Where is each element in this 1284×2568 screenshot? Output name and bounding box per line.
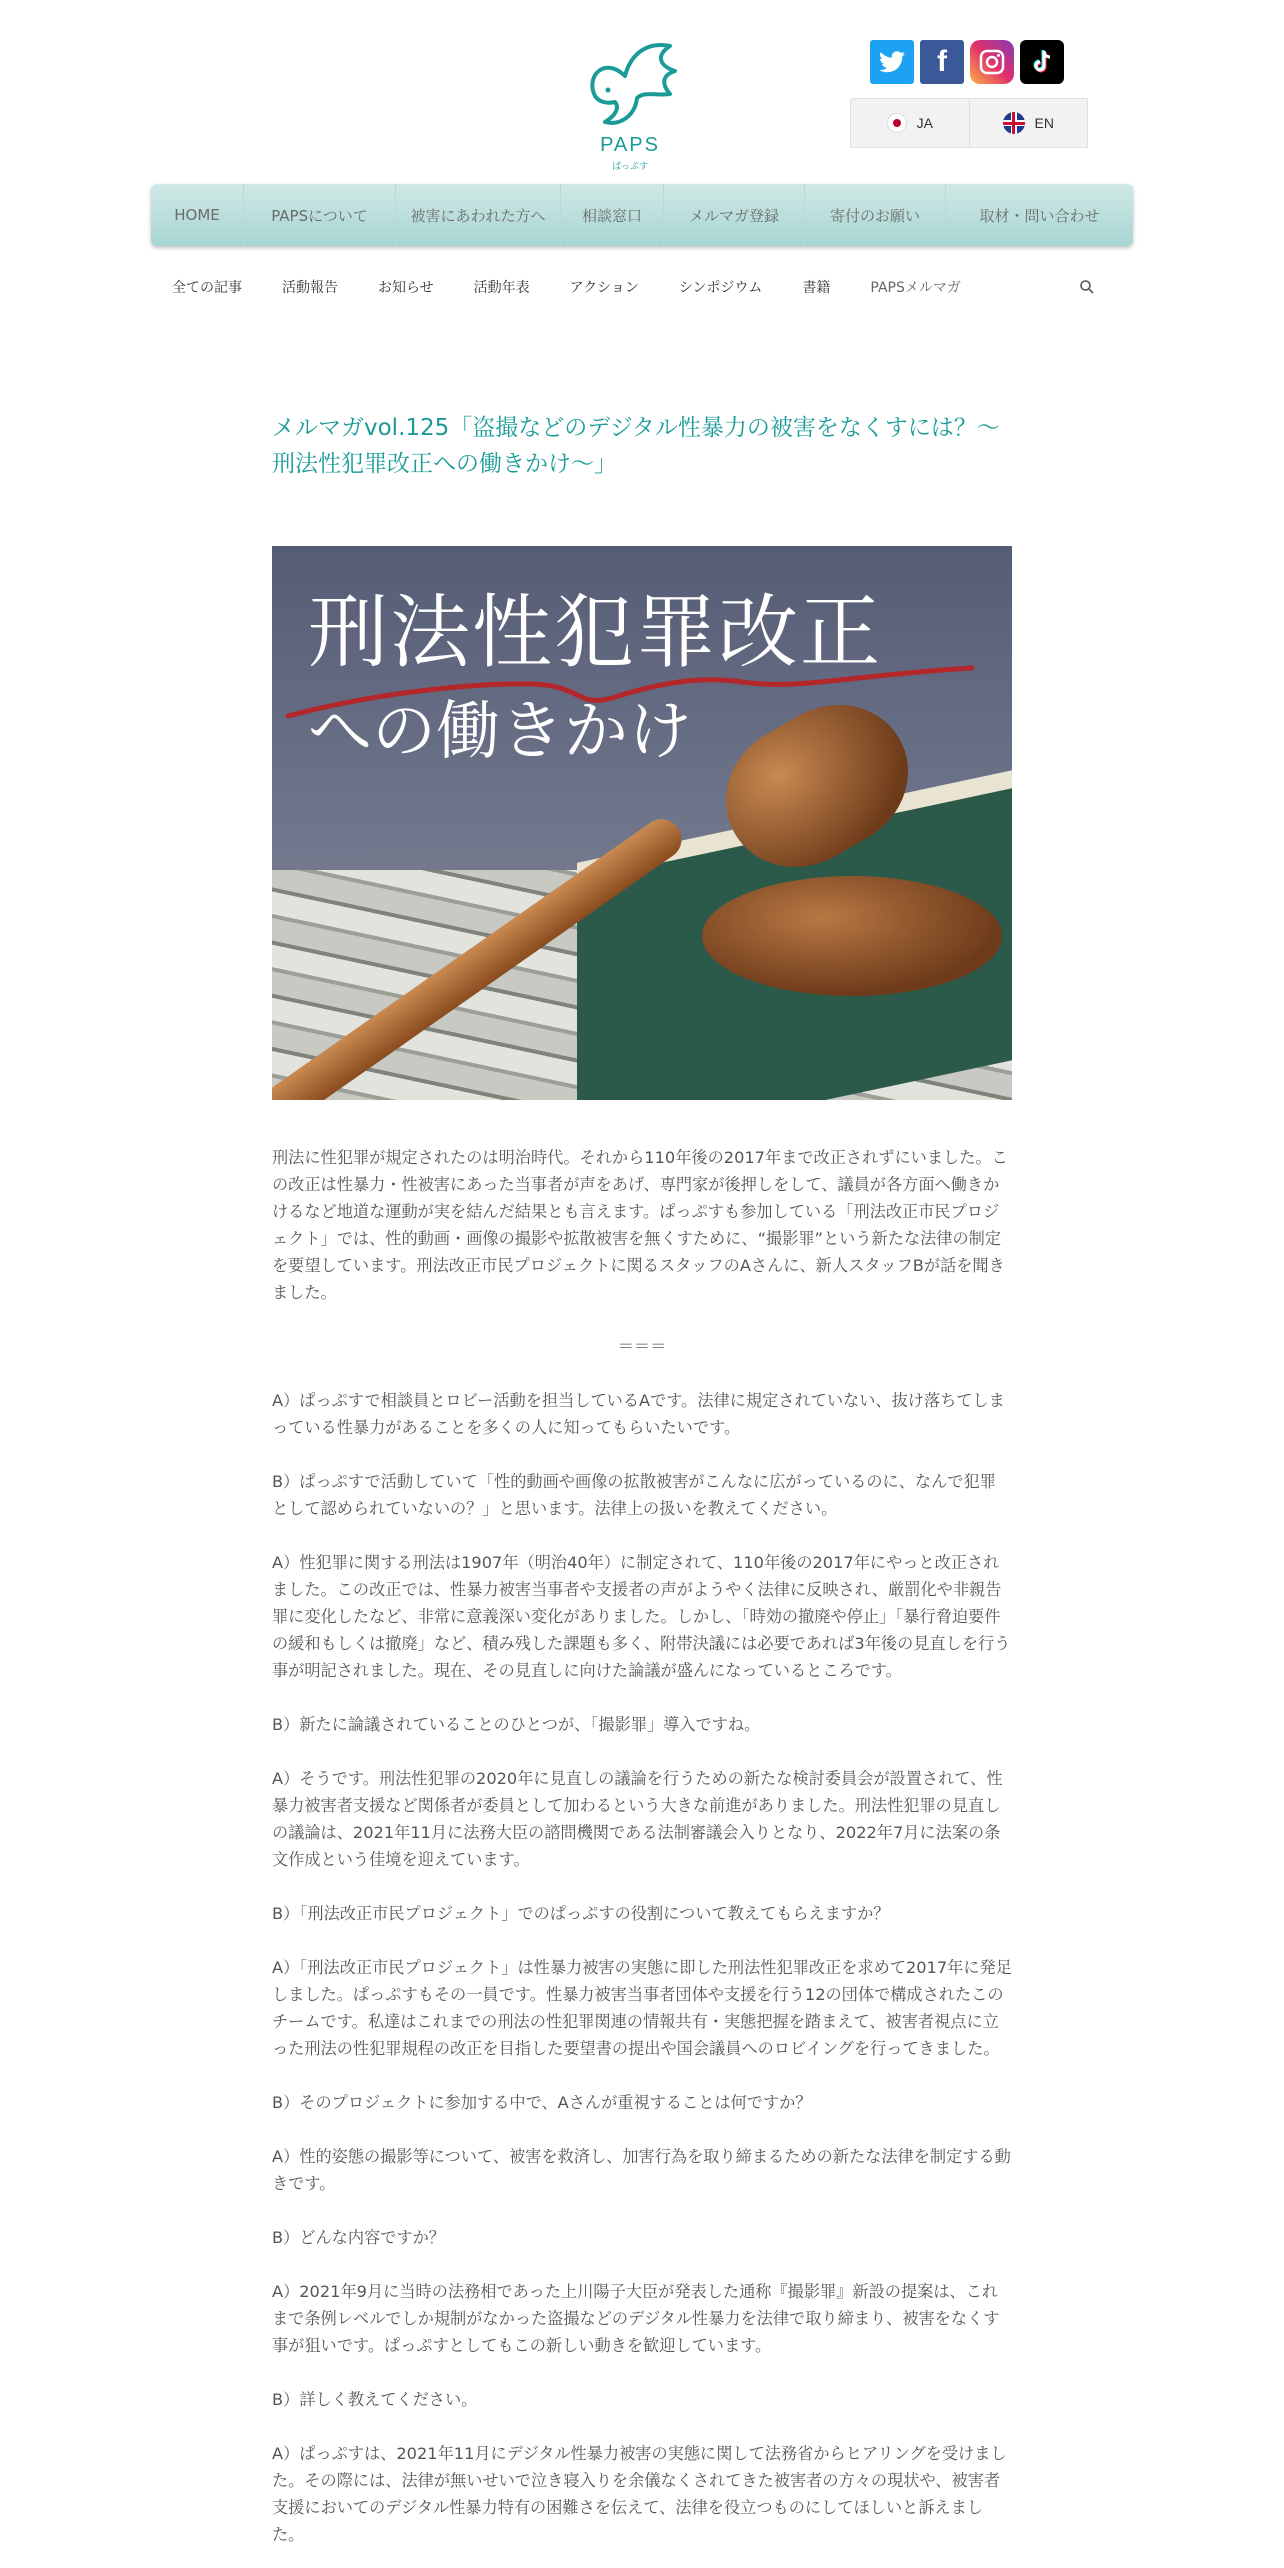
paragraph: B）そのプロジェクトに参加する中で、Aさんが重視することは何ですか？ [272, 2093, 812, 2112]
hero-subheadline: への働きかけ [308, 695, 692, 769]
search-icon[interactable] [1078, 278, 1096, 296]
nav-victims[interactable]: 被害にあわれた方へ [396, 184, 561, 246]
category-news[interactable]: お知らせ [378, 280, 434, 296]
category-newsletter[interactable]: PAPSメルマガ [870, 280, 961, 296]
japan-flag-icon [887, 113, 907, 133]
paragraph: A）ぱっぷすは、2021年11月にデジタル性暴力被害の実態に関して法務省からヒアリングを受けました。その際には、法律が無いせいで泣き寝入りを余儀なくされてきた被害者の方々の現状や、被害者支援においてのデジタル性暴力特有の困難さを伝えて、法律を役立つものにしてほしいと訴えました。 [272, 2444, 1007, 2544]
language-ja[interactable] [851, 99, 969, 147]
nav-about[interactable]: PAPSについて [244, 184, 396, 246]
gavel-base-illustration [702, 876, 1002, 996]
paragraph: B）どんな内容ですか？ [272, 2228, 445, 2247]
hero-image [272, 546, 1012, 1100]
brand-sub: ぱっぷす [611, 162, 648, 172]
nav-newsletter-signup[interactable]: メルマガ登録 [664, 184, 805, 246]
hero-headline: 刑法性犯罪改正 [308, 586, 882, 679]
paragraph: B）詳しく教えてください。 [272, 2390, 478, 2409]
instagram-icon[interactable] [970, 40, 1014, 84]
paragraph: B）新たに論議されていることのひとつが、「撮影罪」導入ですね。 [272, 1715, 761, 1734]
main-nav [151, 184, 1133, 246]
social-links [870, 40, 1064, 84]
paragraph: A）性犯罪に関する刑法は1907年（明治40年）に制定されて、110年後の2017年にやっと改正されました。この改正では、性暴力被害当事者や支援者の声がようやく法律に反映され、厳罰化や非親告罪に変化したなど、非常に意義深い変化がありました。しかし、「時効の撤廃や停止」「暴行脅迫要件の緩和もしくは撤廃」など、積み残した課題も多く、附帯決議には必要であれば3年後の見直しを行う事が明記されました。現在、その見直しに向けた論議が盛んになっているところです。 [272, 1553, 1011, 1680]
language-en-label: EN [1034, 115, 1054, 131]
category-timeline[interactable]: 活動年表 [473, 280, 530, 296]
twitter-icon[interactable] [870, 40, 914, 84]
paragraph: B）ぱっぷすで活動していて「性的動画や画像の拡散被害がこんなに広がっているのに、なんで犯罪として認められていないの？」と思います。法律上の扱いを教えてください。 [272, 1472, 996, 1518]
article-title: メルマガvol.125「盗撮などのデジタル性暴力の被害をなくすには？～刑法性犯罪改正への働きかけ～」 [272, 415, 1000, 477]
category-symposium[interactable]: シンポジウム [678, 280, 763, 296]
category-reports[interactable]: 活動報告 [282, 280, 338, 296]
paragraph: A）性的姿態の撮影等について、被害を救済し、加害行為を取り締まるための新たな法律を制定する動きです。 [272, 2147, 1011, 2193]
nav-contact[interactable]: 取材・問い合わせ [979, 206, 1100, 225]
language-en[interactable] [969, 99, 1088, 147]
category-nav [172, 272, 1102, 302]
tiktok-icon[interactable] [1020, 40, 1064, 84]
nav-donation[interactable]: 寄付のお願い [805, 184, 946, 246]
article-body [272, 1144, 1012, 2548]
paragraph: 刑法に性犯罪が規定されたのは明治時代。それから110年後の2017年まで改正されずにいました。この改正は性暴力・性被害にあった当事者が声をあげ、専門家が後押しをして、議員が各方面へ働きかけるなど地道な運動が実を結んだ結果とも言えます。ぱっぷすも参加している「刑法改正市民プロジェクト」では、性的動画・画像の撮影や拡散被害を無くすために、“撮影罪”という新たな法律の制定を要望しています。刑法改正市民プロジェクトに関るスタッフのAさんに、新人スタッフBが話を聞きました。 [272, 1148, 1008, 1302]
bird-logo-icon [575, 36, 685, 132]
category-all[interactable]: 全ての記事 [172, 280, 242, 296]
paps-logo[interactable] [570, 36, 690, 176]
paragraph: A）ぱっぷすで相談員とロビー活動を担当しているAです。法律に規定されていない、抜け落ちてしまっている性暴力があることを多くの人に知ってもらいたいです。 [272, 1391, 1005, 1437]
facebook-icon[interactable]: f [920, 40, 964, 84]
category-action[interactable]: アクション [569, 280, 639, 296]
section-divider: ＝＝＝ [617, 1337, 667, 1356]
paragraph: A）「刑法改正市民プロジェクト」は性暴力被害の実態に即した刑法性犯罪改正を求めて2017年に発足しました。ぱっぷすもその一員です。性暴力被害当事者団体や支援を行う12の団体で構成されたこのチームです。私達はこれまでの刑法の性犯罪関連の情報共有・実態把握を踏まえて、被害者視点に立った刑法の性犯罪規程の改正を目指した要望書の提出や国会議員へのロビイングを行ってきました。 [272, 1958, 1012, 2058]
language-ja-label: JA [916, 115, 933, 131]
paragraph: A）そうです。刑法性犯罪の2020年に見直しの議論を行うための新たな検討委員会が設置されて、性暴力被害者支援など関係者が委員として加わるという大きな前進がありました。刑法性犯罪の見直しの議論は、2021年11月に法務大臣の諮問機関である法制審議会入りとなり、2022年7月に法案の条文作成という佳境を迎えています。 [272, 1769, 1003, 1869]
nav-home[interactable]: HOME [151, 184, 244, 246]
brand-name: PAPS [600, 134, 660, 156]
article [272, 410, 1012, 2568]
uk-flag-icon [1003, 112, 1025, 134]
category-books[interactable]: 書籍 [802, 280, 831, 296]
paragraph: B）「刑法改正市民プロジェクト」でのぱっぷすの役割について教えてもらえますか？ [272, 1904, 890, 1923]
paragraph: A）2021年9月に当時の法務相であった上川陽子大臣が発表した通称『撮影罪』新設の提案は、これまで条例レベルでしか規制がなかった盗撮などのデジタル性暴力を法律で取り締まり、被害をなくす事が狙いです。ぱっぷすとしてもこの新しい動きを歓迎しています。 [272, 2282, 1000, 2355]
language-switcher [850, 98, 1088, 148]
nav-consultation[interactable]: 相談窓口 [561, 184, 664, 246]
